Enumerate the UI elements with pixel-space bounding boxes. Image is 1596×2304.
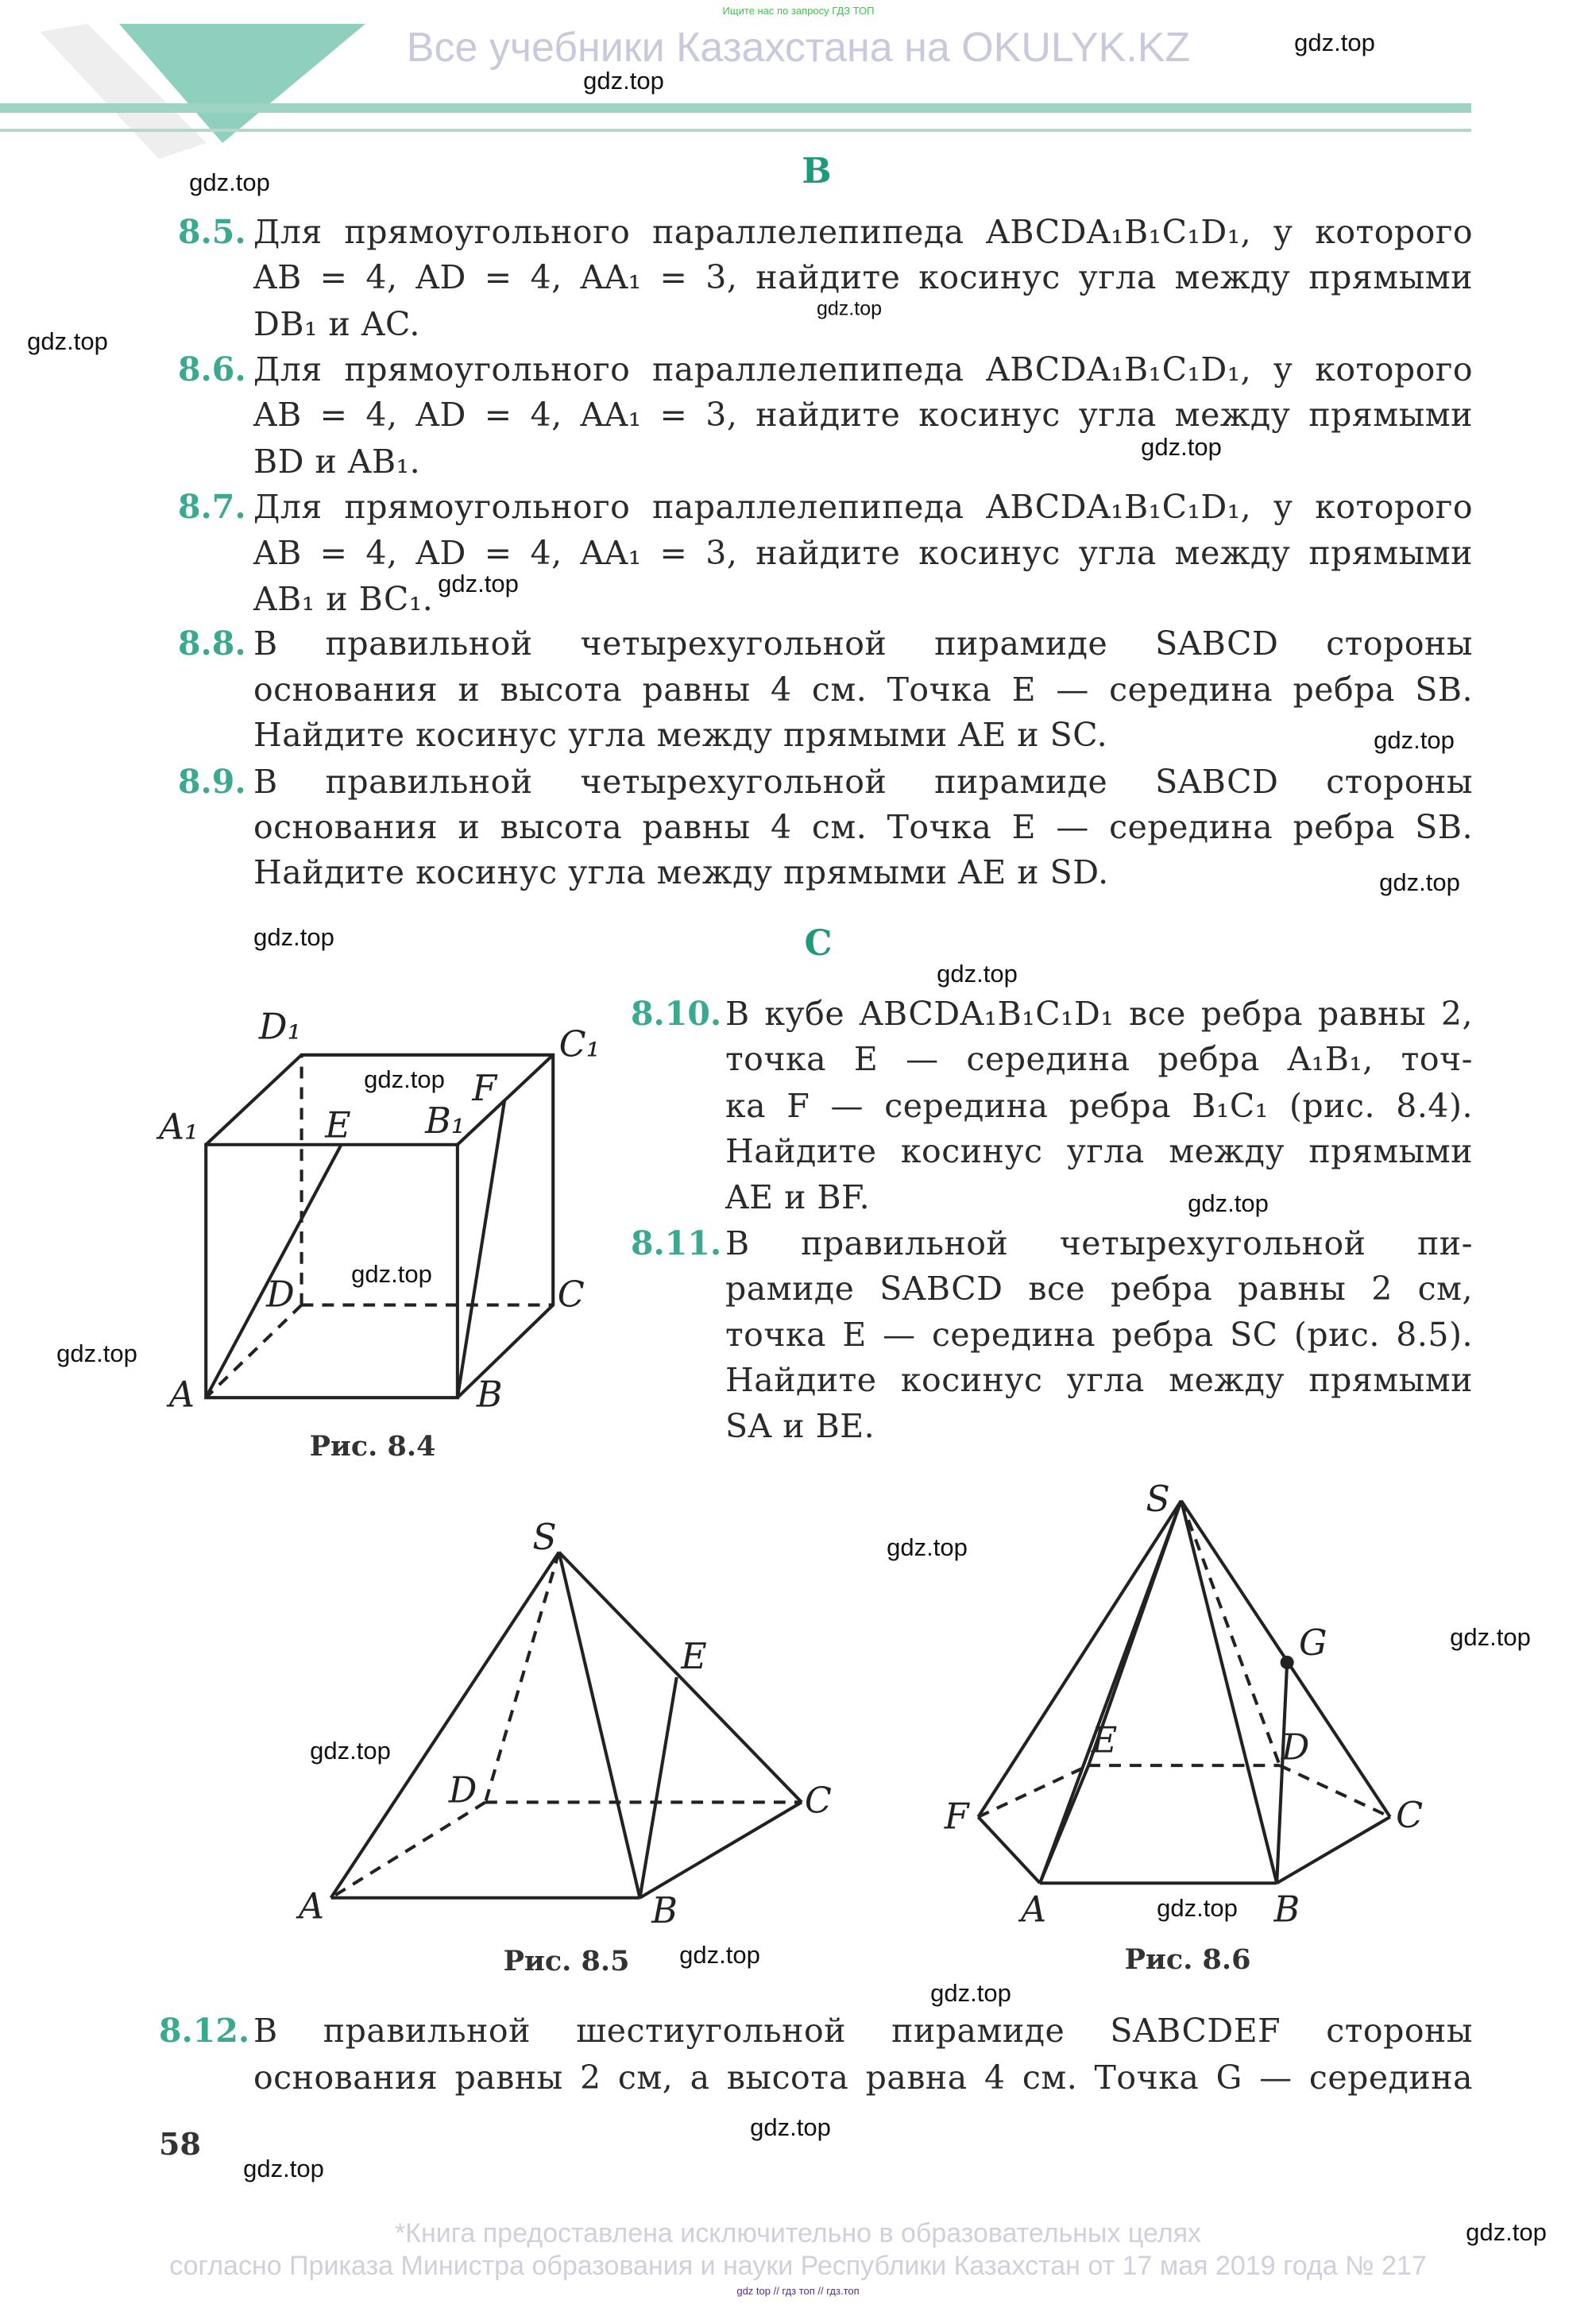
problem-text: AB₁ и BC₁. — [253, 580, 434, 618]
problem-text: Найдите косинус угла между прямыми — [725, 1132, 1473, 1170]
svg-text:F: F — [944, 1796, 969, 1838]
header-title: Все учебники Казахстана на OKULYK.KZ — [406, 25, 1191, 71]
problem-text: В правильной шестиугольной пирамиде SABCDEF стороны — [253, 2012, 1473, 2050]
svg-text:S: S — [532, 1517, 557, 1558]
watermark: gdz.top — [1450, 1623, 1531, 1651]
problem-text: Найдите косинус угла между прямыми — [725, 1361, 1473, 1399]
problem-text: В кубе ABCDA₁B₁C₁D₁ все ребра равны 2, — [725, 995, 1473, 1033]
problem-number: 8.7. — [178, 488, 246, 526]
watermark: gdz.top — [56, 1339, 137, 1367]
watermark: gdz.top — [310, 1737, 391, 1765]
problem-text: Для прямоугольного параллелепипеда ABCDA₁B₁C₁D₁, у которого — [253, 350, 1473, 389]
watermark: gdz.top — [930, 1979, 1011, 2007]
watermark: gdz.top — [1374, 726, 1455, 754]
problem-number: 8.8. — [178, 624, 246, 663]
problem-text: В правильной четырехугольной пирамиде SABCD стороны — [253, 624, 1473, 663]
svg-text:C: C — [804, 1780, 832, 1822]
problem-text: основания и высота равны 4 см. Точка E — середина ребра SB. — [253, 808, 1473, 846]
problem-text: AE и BF. — [725, 1178, 871, 1216]
watermark: gdz.top — [243, 2155, 324, 2182]
watermark: gdz.top — [1379, 868, 1460, 896]
svg-text:C: C — [557, 1274, 585, 1316]
svg-text:A: A — [298, 1886, 324, 1927]
problem-text: BD и AB₁. — [253, 443, 421, 481]
figure-8-5-pyramid — [331, 1552, 802, 1898]
svg-text:B: B — [651, 1891, 678, 1932]
svg-text:A: A — [168, 1374, 195, 1416]
watermark: gdz.top — [1157, 1894, 1238, 1922]
problem-text: основания равны 2 см, а высота равна 4 см. Точка G — середина — [253, 2059, 1473, 2097]
problem-text: Для прямоугольного параллелепипеда ABCDA₁B₁C₁D₁, у которого — [253, 488, 1473, 526]
svg-text:D: D — [1281, 1727, 1310, 1769]
svg-text:B: B — [476, 1374, 503, 1416]
problem-number: 8.11. — [631, 1224, 722, 1262]
problem-number: 8.12. — [159, 2012, 250, 2050]
problem-text: точка E — середина ребра SC (рис. 8.5). — [725, 1316, 1473, 1354]
figure-8-6-labels — [944, 1479, 1423, 1931]
problem-text: AB = 4, AD = 4, AA₁ = 3, найдите косинус угла между прямыми — [253, 534, 1473, 572]
problem-text: В правильной четырехугольной пи- — [725, 1224, 1473, 1262]
svg-text:B₁: B₁ — [425, 1100, 466, 1142]
page-number: 58 — [159, 2126, 201, 2162]
problem-text: AB = 4, AD = 4, AA₁ = 3, найдите косинус угла между прямыми — [253, 396, 1473, 434]
problem-number: 8.10. — [631, 995, 722, 1033]
problem-text: ка F — середина ребра B₁C₁ (рис. 8.4). — [725, 1087, 1473, 1125]
problem-text: SA и BE. — [725, 1407, 875, 1445]
watermark: gdz.top — [816, 297, 883, 320]
watermark: gdz.top — [679, 1941, 760, 1969]
svg-text:D: D — [266, 1274, 295, 1316]
watermark: gdz.top — [438, 570, 519, 597]
svg-text:E: E — [681, 1636, 707, 1677]
problem-text: Найдите косинус угла между прямыми AE и SD. — [253, 853, 1109, 891]
watermark: gdz.top — [1294, 29, 1375, 56]
svg-text:G: G — [1298, 1623, 1327, 1664]
problem-number: 8.5. — [178, 213, 246, 251]
figure-8-4-cube — [206, 1055, 553, 1397]
watermark: gdz.top — [189, 168, 270, 196]
problem-text: Найдите косинус угла между прямыми AE и SC. — [253, 716, 1108, 754]
svg-text:A: A — [1021, 1889, 1047, 1931]
top-notice: Ищите нас по запросу ГДЗ ТОП — [722, 5, 875, 17]
problem-text: DB₁ и AC. — [253, 305, 420, 343]
section-b-heading: B — [802, 151, 832, 191]
figure-8-4-caption: Рис. 8.4 — [309, 1430, 436, 1463]
footer-line-2: согласно Приказа Министра образования и науки Республики Казахстан от 17 мая 2019 года № 217 — [169, 2251, 1427, 2281]
problem-text: Для прямоугольного параллелепипеда ABCDA₁B₁C₁D₁, у которого — [253, 213, 1473, 251]
problem-text: В правильной четырехугольной пирамиде SABCD стороны — [253, 763, 1473, 801]
svg-text:E: E — [1091, 1720, 1118, 1761]
problem-text: рамиде SABCD все ребра равны 2 см, — [725, 1270, 1473, 1308]
svg-text:C₁: C₁ — [558, 1024, 601, 1065]
problem-number: 8.6. — [178, 350, 246, 389]
watermark: gdz.top — [27, 327, 108, 355]
watermark: gdz.top — [364, 1065, 445, 1093]
svg-text:C: C — [1396, 1795, 1424, 1836]
svg-text:F: F — [472, 1069, 497, 1110]
section-c-heading: C — [804, 923, 833, 964]
svg-text:A₁: A₁ — [158, 1107, 199, 1148]
svg-text:D: D — [448, 1770, 477, 1811]
figure-8-6-caption: Рис. 8.6 — [1124, 1943, 1251, 1976]
watermark: gdz.top — [750, 2113, 831, 2141]
svg-text:S: S — [1146, 1479, 1170, 1520]
problem-text: точка E — середина ребра A₁B₁, точ- — [725, 1040, 1473, 1078]
svg-text:D₁: D₁ — [258, 1007, 302, 1048]
watermark: gdz.top — [1188, 1189, 1269, 1217]
watermark: gdz.top — [937, 960, 1018, 988]
watermark: gdz.top — [1466, 2218, 1547, 2246]
problem-text: AB = 4, AD = 4, AA₁ = 3, найдите косинус угла между прямыми — [253, 258, 1473, 296]
problem-text: основания и высота равны 4 см. Точка E — середина ребра SB. — [253, 671, 1473, 709]
watermark: gdz.top — [887, 1533, 968, 1561]
figure-8-6-pyramid — [978, 1501, 1389, 1883]
footer-line-1: *Книга предоставлена исключительно в образовательных целях — [394, 2218, 1202, 2248]
problem-number: 8.9. — [178, 763, 246, 801]
watermark: gdz.top — [1141, 433, 1222, 461]
watermark: gdz.top — [583, 67, 664, 95]
footer-links[interactable]: gdz top // гдз топ // гдз.топ — [736, 2285, 860, 2297]
svg-text:E: E — [325, 1105, 351, 1146]
watermark: gdz.top — [253, 923, 334, 951]
svg-text:B: B — [1273, 1889, 1300, 1931]
watermark: gdz.top — [351, 1260, 432, 1288]
figure-8-5-caption: Рис. 8.5 — [503, 1945, 630, 1977]
